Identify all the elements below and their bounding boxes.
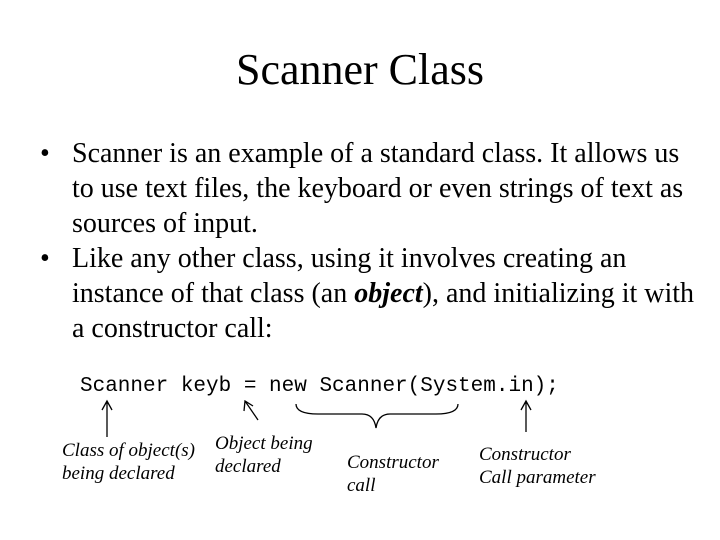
arrow-constructor-parameter [521, 401, 531, 432]
slide-title: Scanner Class [235, 45, 485, 94]
bullet-text-start: Like any other class, using it involves creating an instance of that class (an [72, 243, 627, 309]
annotation-constructor-call: Constructor call [347, 452, 439, 496]
annotation-object-being-declared: Object being declared [215, 433, 313, 477]
arrow-object-declared [244, 401, 258, 420]
annotation-class-of-objects: Class of object(s) being declared [62, 440, 195, 484]
annotation-constructor-parameter: Constructor Call parameter [479, 444, 596, 488]
bullet-text-end: ), and initializing it with a constructor call: [72, 278, 695, 344]
arrow-class-declared [102, 401, 112, 437]
bullet-marker: • [40, 138, 50, 169]
code-example: Scanner keyb = new Scanner(System.in); [80, 375, 559, 398]
brace-constructor-call [296, 404, 458, 428]
bullet-text: Scanner is an example of a standard class. It allows us to use text files, the keyboard or even strings of text as sources of input. [72, 138, 684, 239]
emphasis-object: object [354, 278, 423, 309]
bullet-marker: • [40, 243, 50, 274]
